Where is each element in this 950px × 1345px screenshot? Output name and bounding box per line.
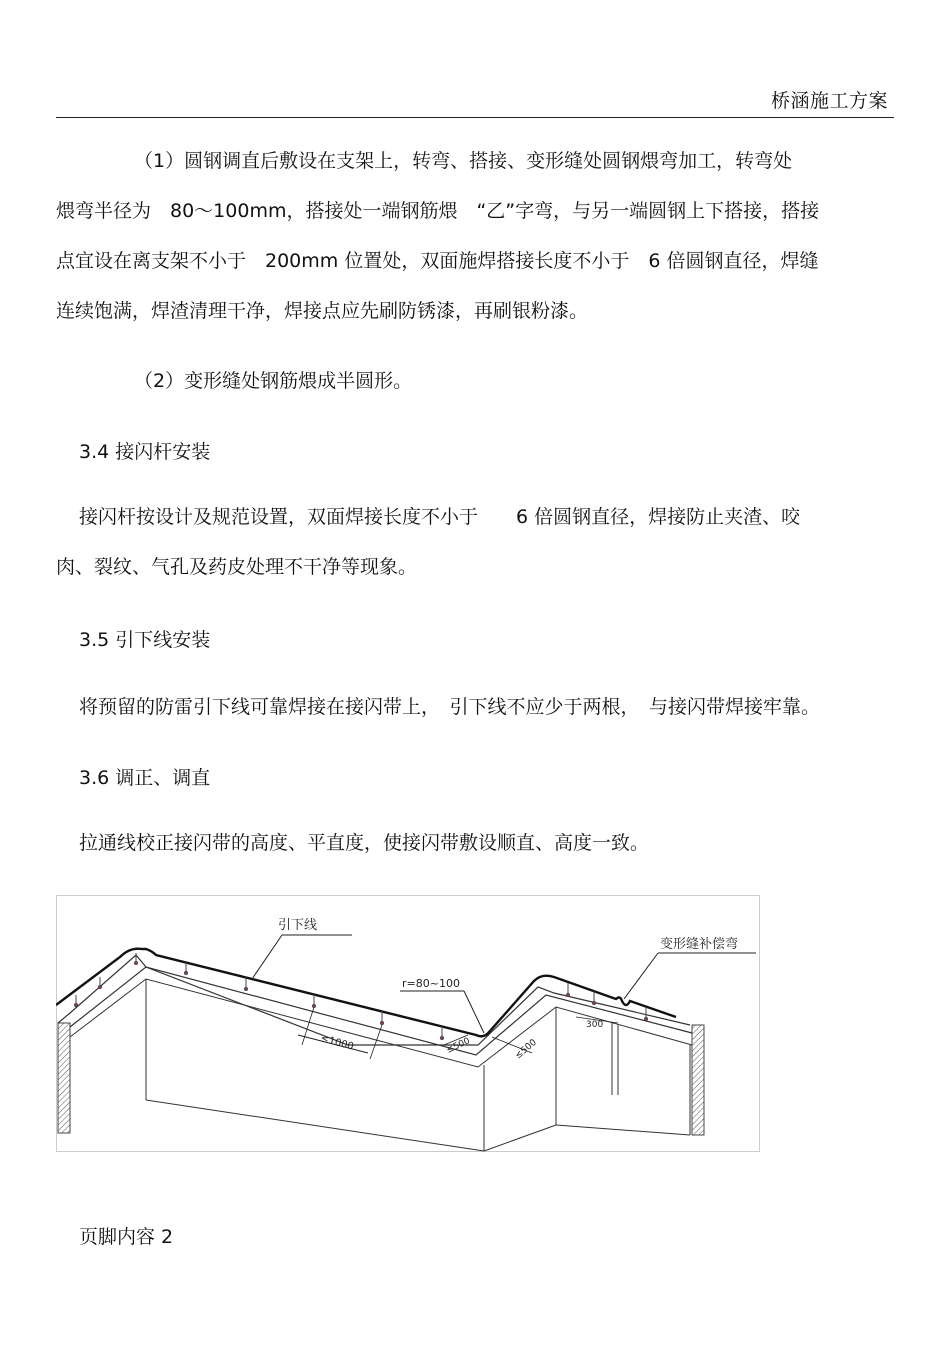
section-3-4-heading: 3.4 接闪杆安装 [79,441,211,463]
label-dim-300: 300 [586,1020,604,1030]
paragraph-5: 拉通线校正接闪带的高度、平直度，使接闪带敷设顺直、高度一致。 [79,832,650,854]
paragraph-4: 将预留的防雷引下线可靠焊接在接闪带上， 引下线不应少于两根， 与接闪带焊接牢靠。 [79,696,821,718]
footer: 页脚内容 2 [79,1226,174,1248]
header-title: 桥涵施工方案 [770,90,888,112]
header-rule [56,117,894,118]
label-dim-500-b: ≤500 [513,1037,539,1062]
paragraph-1-line-2: 煨弯半径为 80～100mm，搭接处一端钢筋煨 “乙”字弯，与另一端圆钢上下搭接，搭接 [56,200,820,222]
wall-hatch-right [692,1025,704,1135]
lightning-strip [56,949,676,1037]
wall-hatch-left [58,1023,70,1133]
paragraph-1-line-1: （1）圆钢调直后敷设在支架上，转弯、搭接、变形缝处圆钢煨弯加工，转弯处 [134,150,793,172]
label-expansion-joint-bend: 变形缝补偿弯 [660,937,739,952]
label-down-conductor: 引下线 [278,918,318,933]
paragraph-1 [56,136,896,336]
paragraph-3-line-1: 接闪杆按设计及规范设置，双面焊接长度不小于 6 倍圆钢直径，焊接防止夹渣、咬 [79,506,801,528]
paragraph-3 [56,492,896,592]
paragraph-2: （2）变形缝处钢筋煨成半圆形。 [134,370,413,392]
label-dim-500-a: ≤500 [445,1036,472,1056]
section-3-6-heading: 3.6 调正、调直 [79,767,211,789]
label-bend-radius: r=80~100 [402,977,460,990]
paragraph-3-line-2: 肉、裂纹、气孔及药皮处理不干净等现象。 [56,556,418,578]
paragraph-1-line-3: 点宜设在离支架不小于 200mm 位置处，双面施焊搭接长度不小于 6 倍圆钢直径，焊缝 [56,250,819,272]
supports [75,953,648,1040]
paragraph-1-line-4: 连续饱满，焊渣清理干净，焊接点应先刷防锈漆，再刷银粉漆。 [56,300,589,322]
label-spacing: ≤1000 [319,1033,355,1053]
section-3-5-heading: 3.5 引下线安装 [79,629,211,651]
lightning-strip-diagram [56,895,760,1152]
